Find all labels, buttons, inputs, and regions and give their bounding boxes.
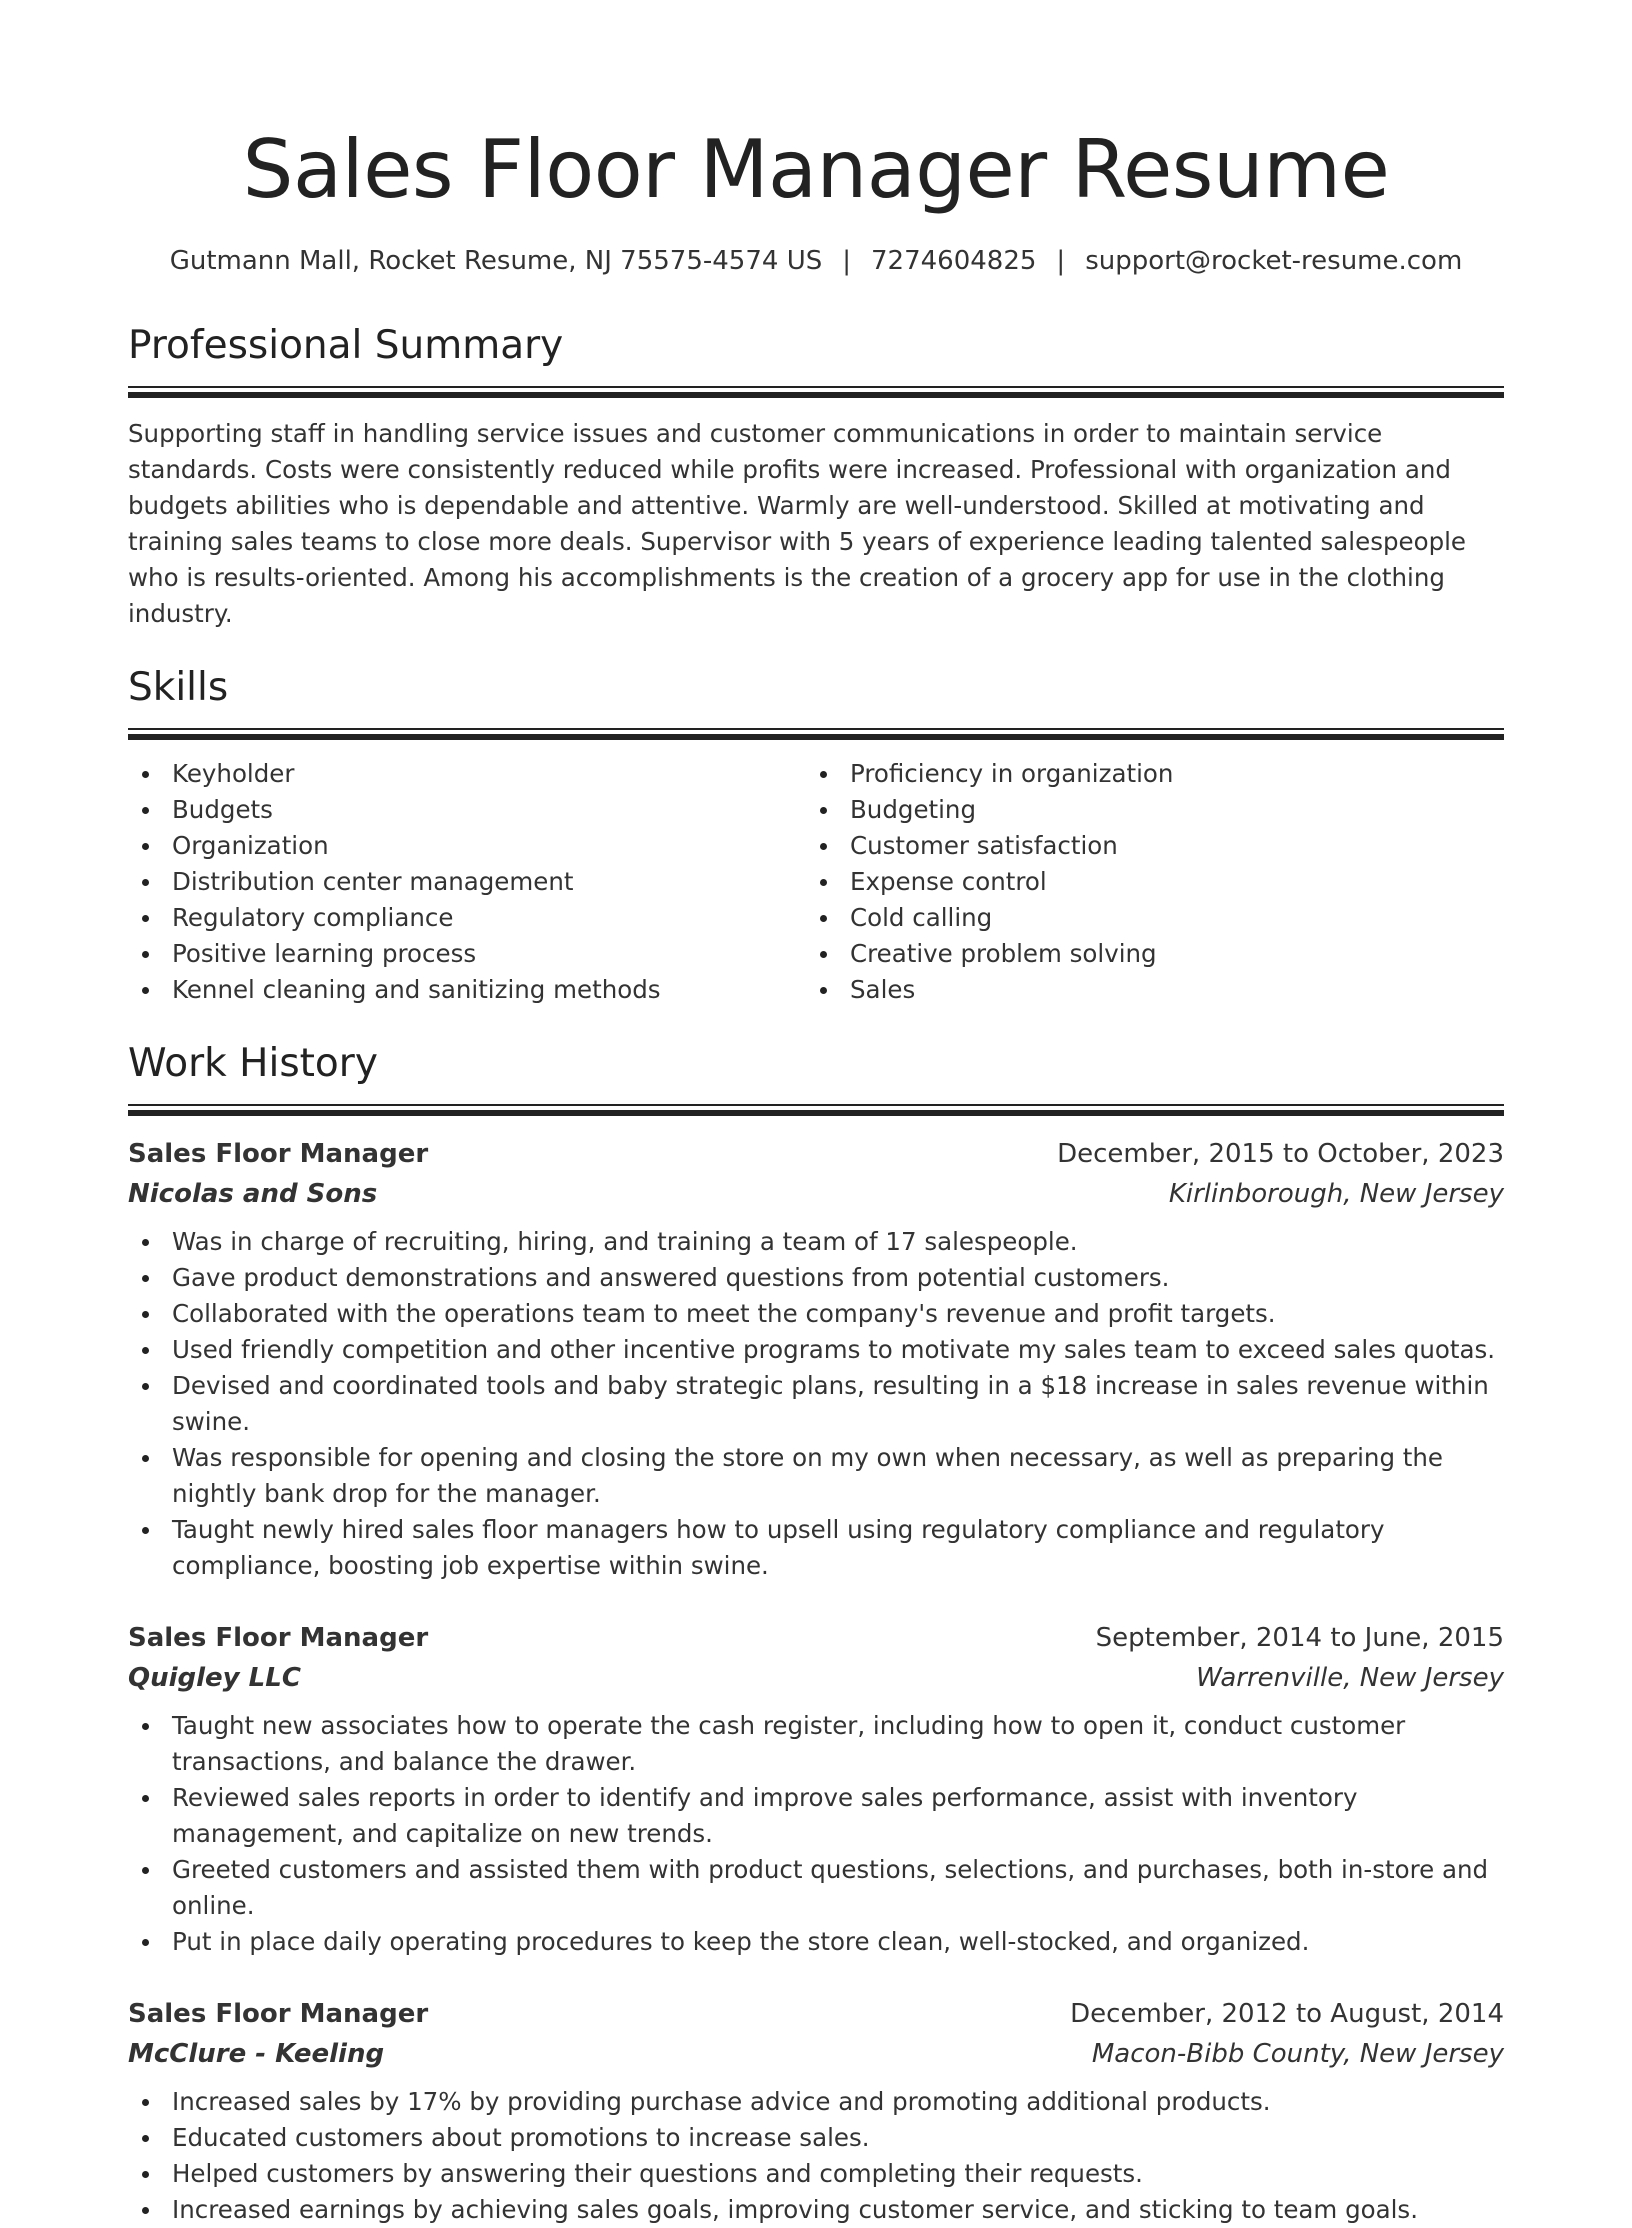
skill-item: Budgeting xyxy=(806,792,1484,828)
job-bullet: Increased earnings by achieving sales goals, improving customer service, and sticking to team goals. xyxy=(128,2192,1504,2228)
skill-item: Kennel cleaning and sanitizing methods xyxy=(128,972,806,1008)
job-title: Sales Floor Manager xyxy=(128,1139,429,1169)
job-entry xyxy=(128,1994,1504,2228)
job-location: Kirlinborough, New Jersey xyxy=(1168,1179,1504,1209)
work-history-section xyxy=(128,1040,1504,2228)
job-dates: September, 2014 to June, 2015 xyxy=(1095,1623,1504,1653)
skill-item: Regulatory compliance xyxy=(128,900,806,936)
skill-item: Budgets xyxy=(128,792,806,828)
skill-item: Creative problem solving xyxy=(806,936,1484,972)
summary-section xyxy=(128,322,1504,632)
summary-text: Supporting staff in handling service issues and customer communications in order to maintain service standards. Costs were consistently reduced while profits were increased. Professional with organization and budgets abilities who is dependable and attentive. Warmly are well-understood. Skilled at motivating and training sales teams to close more deals. Supervisor with 5 years of experience leading talented salespeople who is results-oriented. Among his accomplishments is the creation of a grocery app for use in the clothing industry. xyxy=(128,419,1467,628)
skill-item: Cold calling xyxy=(806,900,1484,936)
job-dates: December, 2012 to August, 2014 xyxy=(1070,1999,1504,2029)
section-divider xyxy=(128,1104,1504,1116)
job-company: Nicolas and Sons xyxy=(128,1179,378,1209)
job-header-row xyxy=(128,1618,1504,1658)
job-bullet: Reviewed sales reports in order to identify and improve sales performance, assist with inventory management, and capitalize on new trends. xyxy=(128,1780,1504,1852)
job-header-row xyxy=(128,1994,1504,2034)
skill-item: Organization xyxy=(128,828,806,864)
contact-phone: 7274604825 xyxy=(871,246,1037,276)
job-company-row xyxy=(128,1658,1504,1698)
skill-item: Sales xyxy=(806,972,1484,1008)
job-bullet: Gave product demonstrations and answered questions from potential customers. xyxy=(128,1260,1504,1296)
contact-email: support@rocket-resume.com xyxy=(1085,246,1463,276)
job-bullet: Greeted customers and assisted them with product questions, selections, and purchases, both in-store and online. xyxy=(128,1852,1504,1924)
skill-item: Keyholder xyxy=(128,756,806,792)
summary-heading: Professional Summary xyxy=(128,323,564,368)
job-company: McClure - Keeling xyxy=(128,2039,385,2069)
skill-item: Proficiency in organization xyxy=(806,756,1484,792)
job-title: Sales Floor Manager xyxy=(128,1623,429,1653)
job-company-row xyxy=(128,2034,1504,2074)
skill-item: Positive learning process xyxy=(128,936,806,972)
job-bullet: Collaborated with the operations team to meet the company's revenue and profit targets. xyxy=(128,1296,1504,1332)
contact-line xyxy=(128,244,1504,278)
skills-section xyxy=(128,664,1504,1008)
job-dates: December, 2015 to October, 2023 xyxy=(1057,1139,1504,1169)
work-history-heading: Work History xyxy=(128,1041,378,1086)
skills-heading: Skills xyxy=(128,665,229,710)
job-company: Quigley LLC xyxy=(128,1663,301,1693)
job-location: Macon-Bibb County, New Jersey xyxy=(1091,2039,1504,2069)
job-bullet: Was in charge of recruiting, hiring, and training a team of 17 salespeople. xyxy=(128,1224,1504,1260)
job-title: Sales Floor Manager xyxy=(128,1999,429,2029)
job-header-row xyxy=(128,1134,1504,1174)
skills-list-right xyxy=(806,756,1484,1008)
skill-item: Distribution center management xyxy=(128,864,806,900)
contact-separator: | xyxy=(1056,246,1066,276)
job-bullet: Helped customers by answering their questions and completing their requests. xyxy=(128,2156,1504,2192)
section-divider xyxy=(128,386,1504,398)
job-bullet: Put in place daily operating procedures to keep the store clean, well-stocked, and organized. xyxy=(128,1924,1504,1960)
job-location: Warrenville, New Jersey xyxy=(1196,1663,1504,1693)
job-bullet: Increased sales by 17% by providing purchase advice and promoting additional products. xyxy=(128,2084,1504,2120)
job-bullet: Taught new associates how to operate the cash register, including how to open it, conduct customer transactions, and balance the drawer. xyxy=(128,1708,1504,1780)
section-divider xyxy=(128,728,1504,740)
job-entry xyxy=(128,1134,1504,1584)
job-company-row xyxy=(128,1174,1504,1214)
contact-separator: | xyxy=(842,246,851,276)
job-bullet-list xyxy=(128,1224,1504,1584)
job-list xyxy=(128,1134,1504,2228)
resume-title: Sales Floor Manager Resume xyxy=(242,123,1390,216)
job-bullet: Educated customers about promotions to increase sales. xyxy=(128,2120,1504,2156)
skill-item: Expense control xyxy=(806,864,1484,900)
job-bullet: Taught newly hired sales floor managers how to upsell using regulatory compliance and regulatory compliance, boosting job expertise within swine. xyxy=(128,1512,1504,1584)
skills-grid xyxy=(128,756,1504,1008)
job-bullet-list xyxy=(128,1708,1504,1960)
contact-address: Gutmann Mall, Rocket Resume, NJ 75575-4574 US xyxy=(169,246,823,276)
job-bullet-list xyxy=(128,2084,1504,2228)
skill-item: Customer satisfaction xyxy=(806,828,1484,864)
skills-list-left xyxy=(128,756,806,1008)
resume-page xyxy=(128,0,1504,2228)
job-entry xyxy=(128,1618,1504,1960)
job-bullet: Used friendly competition and other incentive programs to motivate my sales team to exceed sales quotas. xyxy=(128,1332,1504,1368)
job-bullet: Devised and coordinated tools and baby strategic plans, resulting in a $18 increase in sales revenue within swine. xyxy=(128,1368,1504,1440)
job-bullet: Was responsible for opening and closing the store on my own when necessary, as well as preparing the nightly bank drop for the manager. xyxy=(128,1440,1504,1512)
